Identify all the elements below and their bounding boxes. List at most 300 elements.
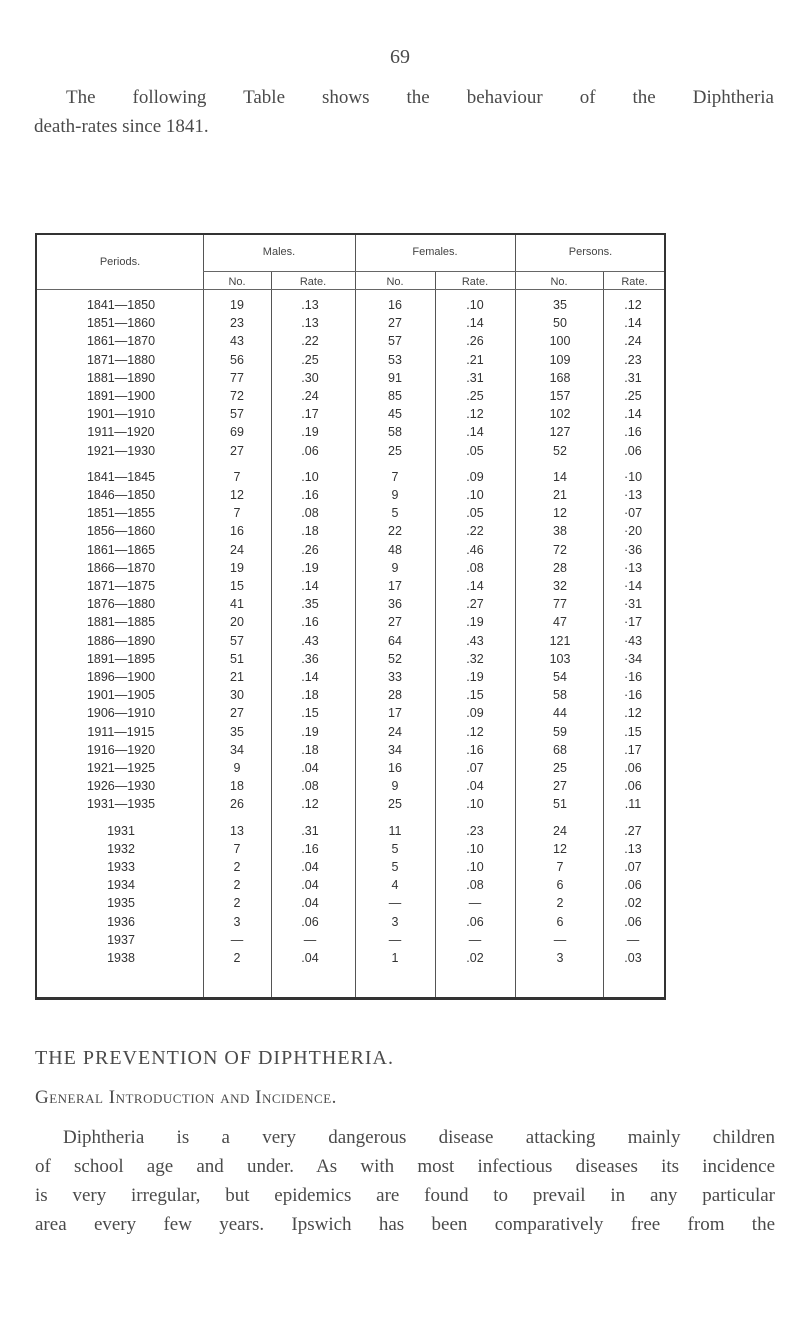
males-no-cell: 2 xyxy=(233,860,241,874)
table-row xyxy=(37,933,664,950)
table-row xyxy=(37,670,664,687)
males-rate-cell: .18 xyxy=(301,524,319,539)
males-no-header: No. xyxy=(228,276,246,288)
period-cell: 1891—1895 xyxy=(86,651,156,666)
females-no-cell: 9 xyxy=(391,779,399,794)
sub-heading: General Introduction and Incidence. xyxy=(35,1087,337,1108)
females-no-cell: 45 xyxy=(388,407,402,422)
males-rate-cell: — xyxy=(303,932,317,947)
females-no-cell: 91 xyxy=(388,370,402,385)
females-no-cell: 4 xyxy=(391,878,399,893)
persons-rate-cell: ·13 xyxy=(623,560,643,575)
females-no-cell: 5 xyxy=(391,860,399,874)
period-cell: 1841—1845 xyxy=(86,469,156,484)
females-no-cell: 52 xyxy=(388,651,402,666)
body-line: is very irregular, but epidemics are found to prevail in any particular xyxy=(35,1185,775,1206)
persons-no-cell: 68 xyxy=(553,742,567,757)
period-cell: 1896—1900 xyxy=(86,670,156,684)
table-row xyxy=(37,652,664,669)
period-cell: 1926—1930 xyxy=(86,779,156,794)
males-rate-cell: .19 xyxy=(301,560,319,575)
females-no-cell: 9 xyxy=(391,488,399,502)
females-rate-cell: .26 xyxy=(466,334,484,349)
females-rate-cell: .12 xyxy=(466,724,484,739)
section-title: THE PREVENTION OF DIPHTHERIA. xyxy=(35,1047,394,1069)
body-line: area every few years. Ipswich has been comparatively free from the xyxy=(35,1214,775,1235)
period-cell: 1866—1870 xyxy=(86,560,156,575)
females-no-cell: 28 xyxy=(388,688,402,703)
males-no-cell: 2 xyxy=(233,878,241,893)
females-no-cell: 48 xyxy=(388,542,402,557)
table-row xyxy=(37,353,664,370)
females-rate-cell: .19 xyxy=(466,615,484,630)
period-cell: 1881—1890 xyxy=(86,370,156,385)
persons-rate-cell: .24 xyxy=(624,334,642,349)
period-cell: 1906—1910 xyxy=(86,706,156,721)
table-row xyxy=(37,561,664,578)
persons-rate-cell: .23 xyxy=(624,352,642,367)
females-no-cell: 27 xyxy=(388,316,402,331)
females-rate-cell: .19 xyxy=(466,670,484,684)
males-no-cell: 24 xyxy=(230,542,244,557)
period-cell: 1881—1885 xyxy=(86,615,156,630)
table-row xyxy=(37,725,664,742)
persons-no-cell: 157 xyxy=(549,389,571,403)
females-rate-cell: .09 xyxy=(466,469,484,484)
persons-no-cell: 127 xyxy=(549,425,571,440)
body-paragraph xyxy=(35,1123,775,1239)
males-no-cell: 69 xyxy=(230,425,244,440)
period-cell: 1871—1880 xyxy=(86,352,156,367)
females-no-cell: 53 xyxy=(388,352,402,367)
period-cell: 1933 xyxy=(107,860,135,874)
periods-header: Periods. xyxy=(99,256,141,268)
persons-no-cell: — xyxy=(553,932,567,947)
females-rate-header: Rate. xyxy=(461,276,489,288)
males-rate-cell: .08 xyxy=(301,779,319,794)
period-cell: 1861—1865 xyxy=(86,542,156,557)
table-row xyxy=(37,524,664,541)
males-no-cell: 7 xyxy=(233,841,241,856)
persons-rate-header: Rate. xyxy=(621,276,648,288)
females-no-cell: 16 xyxy=(388,298,402,312)
females-rate-cell: .16 xyxy=(466,742,484,757)
body-line: of school age and under. As with most infectious diseases its incidence xyxy=(35,1156,775,1177)
males-rate-cell: .19 xyxy=(301,425,319,440)
males-rate-header: Rate. xyxy=(299,276,327,288)
males-rate-cell: .22 xyxy=(301,334,319,349)
period-cell: 1846—1850 xyxy=(86,488,156,502)
persons-no-header: No. xyxy=(550,276,568,288)
males-no-cell: 7 xyxy=(233,506,241,521)
males-no-cell: 41 xyxy=(230,597,244,612)
males-rate-cell: .13 xyxy=(301,316,319,331)
males-no-cell: 27 xyxy=(230,706,244,721)
males-rate-cell: .04 xyxy=(301,896,319,911)
persons-rate-cell: .06 xyxy=(624,761,642,775)
intro-line: The following Table shows the behaviour of the Diphtheria xyxy=(66,87,774,108)
persons-no-cell: 35 xyxy=(553,298,567,312)
females-rate-cell: — xyxy=(468,932,482,947)
table-row xyxy=(37,842,664,859)
table-row xyxy=(37,470,664,487)
persons-no-cell: 32 xyxy=(553,579,567,593)
persons-no-cell: 12 xyxy=(553,506,567,521)
females-rate-cell: .25 xyxy=(466,389,484,403)
persons-no-cell: 38 xyxy=(553,524,567,539)
females-rate-cell: .10 xyxy=(466,797,484,812)
persons-no-cell: 3 xyxy=(556,951,564,965)
persons-no-cell: 100 xyxy=(549,334,571,349)
females-no-cell: — xyxy=(388,932,402,947)
persons-rate-cell: ·20 xyxy=(623,524,643,539)
intro-line: death-rates since 1841. xyxy=(34,116,209,137)
females-no-cell: 5 xyxy=(391,506,399,521)
persons-rate-cell: ·16 xyxy=(623,688,643,703)
males-no-cell: 21 xyxy=(230,670,244,684)
males-no-cell: 35 xyxy=(230,724,244,739)
period-cell: 1937 xyxy=(107,932,135,947)
males-no-cell: 20 xyxy=(230,615,244,630)
males-rate-cell: .10 xyxy=(301,469,319,484)
females-no-cell: 33 xyxy=(388,670,402,684)
table-row xyxy=(37,779,664,796)
females-rate-cell: .31 xyxy=(466,370,484,385)
females-rate-cell: .08 xyxy=(466,560,484,575)
males-no-cell: 2 xyxy=(233,951,241,965)
table-row xyxy=(37,878,664,895)
persons-no-cell: 72 xyxy=(553,542,567,557)
females-no-cell: 22 xyxy=(388,524,402,539)
persons-rate-cell: .14 xyxy=(624,407,642,422)
females-no-cell: 17 xyxy=(388,706,402,721)
males-no-cell: 57 xyxy=(230,633,244,648)
header-divider xyxy=(37,289,664,290)
persons-rate-cell: .02 xyxy=(624,896,642,911)
persons-rate-cell: .27 xyxy=(624,823,642,838)
persons-rate-cell: .06 xyxy=(624,779,642,794)
period-cell: 1871—1875 xyxy=(86,579,156,593)
males-no-cell: 18 xyxy=(230,779,244,794)
period-cell: 1935 xyxy=(107,896,135,911)
males-rate-cell: .35 xyxy=(301,597,319,612)
persons-no-cell: 2 xyxy=(556,896,564,911)
males-no-cell: 2 xyxy=(233,896,241,911)
table-row xyxy=(37,615,664,632)
males-no-cell: 13 xyxy=(230,823,244,838)
females-rate-cell: .10 xyxy=(466,488,484,502)
males-no-cell: 12 xyxy=(230,488,244,502)
persons-no-cell: 6 xyxy=(556,878,564,893)
persons-no-cell: 168 xyxy=(549,370,571,385)
persons-no-cell: 28 xyxy=(553,560,567,575)
males-no-cell: 51 xyxy=(230,651,244,666)
header-divider xyxy=(203,271,664,272)
females-rate-cell: .04 xyxy=(466,779,484,794)
females-rate-cell: .12 xyxy=(466,407,484,422)
females-no-cell: 9 xyxy=(391,560,399,575)
males-no-cell: 9 xyxy=(233,761,241,775)
males-no-cell: 16 xyxy=(230,524,244,539)
persons-rate-cell: ·16 xyxy=(623,670,643,684)
males-rate-cell: .04 xyxy=(301,761,319,775)
persons-rate-cell: .31 xyxy=(624,370,642,385)
persons-rate-cell: ·14 xyxy=(623,579,643,593)
table-row xyxy=(37,915,664,932)
males-rate-cell: .16 xyxy=(301,615,319,630)
males-rate-cell: .36 xyxy=(301,651,319,666)
males-no-cell: 26 xyxy=(230,797,244,812)
persons-rate-cell: .13 xyxy=(624,841,642,856)
males-no-cell: 7 xyxy=(233,469,241,484)
table-row xyxy=(37,543,664,560)
males-no-cell: 57 xyxy=(230,407,244,422)
males-no-cell: 34 xyxy=(230,742,244,757)
persons-rate-cell: .06 xyxy=(624,443,642,458)
period-cell: 1891—1900 xyxy=(86,389,156,403)
period-cell: 1841—1850 xyxy=(86,298,156,312)
persons-rate-cell: .25 xyxy=(624,389,642,403)
males-header: Males. xyxy=(262,246,296,258)
females-no-cell: 64 xyxy=(388,633,402,648)
persons-rate-cell: ·31 xyxy=(623,597,643,612)
table-row xyxy=(37,743,664,760)
table-row xyxy=(37,488,664,505)
persons-no-cell: 58 xyxy=(553,688,567,703)
females-no-cell: 11 xyxy=(388,823,402,838)
males-no-cell: 3 xyxy=(233,914,241,929)
females-rate-cell: .06 xyxy=(466,914,484,929)
period-cell: 1911—1920 xyxy=(87,425,155,440)
females-header: Females. xyxy=(412,246,458,258)
period-cell: 1932 xyxy=(107,841,135,856)
females-no-cell: 16 xyxy=(388,761,402,775)
table-row xyxy=(37,951,664,968)
table-row xyxy=(37,860,664,877)
males-rate-cell: .18 xyxy=(301,742,319,757)
period-cell: 1886—1890 xyxy=(86,633,156,648)
males-rate-cell: .14 xyxy=(301,670,319,684)
persons-no-cell: 6 xyxy=(556,914,564,929)
period-cell: 1921—1925 xyxy=(86,761,156,775)
persons-rate-cell: ·10 xyxy=(623,469,643,484)
period-cell: 1856—1860 xyxy=(86,524,156,539)
males-no-cell: 72 xyxy=(230,389,244,403)
males-no-cell: 19 xyxy=(230,560,244,575)
persons-rate-cell: .14 xyxy=(624,316,642,331)
persons-no-cell: 77 xyxy=(553,597,567,612)
females-rate-cell: .05 xyxy=(466,443,484,458)
females-rate-cell: .22 xyxy=(466,524,484,539)
females-rate-cell: .43 xyxy=(466,633,484,648)
persons-rate-cell: — xyxy=(626,932,640,947)
table-row xyxy=(37,824,664,841)
period-cell: 1936 xyxy=(107,914,135,929)
table-row xyxy=(37,444,664,461)
females-no-cell: 1 xyxy=(391,951,399,965)
period-cell: 1931 xyxy=(107,823,135,838)
males-rate-cell: .16 xyxy=(301,841,319,856)
females-no-cell: 34 xyxy=(388,742,402,757)
period-cell: 1861—1870 xyxy=(86,334,156,349)
females-rate-cell: .14 xyxy=(466,316,484,331)
males-rate-cell: .12 xyxy=(301,797,319,812)
persons-no-cell: 109 xyxy=(549,352,571,367)
table-row xyxy=(37,579,664,596)
males-rate-cell: .04 xyxy=(301,860,319,874)
persons-no-cell: 47 xyxy=(553,615,567,630)
females-rate-cell: .05 xyxy=(466,506,484,521)
males-no-cell: 19 xyxy=(230,298,244,312)
page-number: 69 xyxy=(390,46,410,68)
males-no-cell: 77 xyxy=(230,370,244,385)
females-no-cell: 3 xyxy=(391,914,399,929)
persons-no-cell: 52 xyxy=(553,443,567,458)
females-no-cell: 24 xyxy=(388,724,402,739)
females-no-cell: 58 xyxy=(388,425,402,440)
persons-rate-cell: ·34 xyxy=(623,651,643,666)
table-row xyxy=(37,761,664,778)
males-rate-cell: .26 xyxy=(301,542,319,557)
persons-no-cell: 121 xyxy=(549,633,571,648)
intro-paragraph xyxy=(34,83,774,141)
females-rate-cell: .27 xyxy=(466,597,484,612)
persons-no-cell: 7 xyxy=(556,860,564,874)
persons-no-cell: 24 xyxy=(553,823,567,838)
period-cell: 1911—1915 xyxy=(87,724,155,739)
persons-rate-cell: ·17 xyxy=(623,615,643,630)
females-no-cell: 5 xyxy=(391,841,399,856)
females-rate-cell: .02 xyxy=(466,951,484,965)
persons-rate-cell: .06 xyxy=(624,878,642,893)
males-rate-cell: .43 xyxy=(301,633,319,648)
females-rate-cell: .09 xyxy=(466,706,484,721)
females-rate-cell: .32 xyxy=(466,651,484,666)
persons-rate-cell: .11 xyxy=(624,797,642,812)
table-row xyxy=(37,389,664,406)
males-rate-cell: .31 xyxy=(301,823,319,838)
persons-rate-cell: .03 xyxy=(624,951,642,965)
persons-no-cell: 25 xyxy=(553,761,567,775)
males-rate-cell: .13 xyxy=(301,298,319,312)
males-no-cell: — xyxy=(230,932,244,947)
period-cell: 1901—1910 xyxy=(86,407,156,422)
males-rate-cell: .24 xyxy=(301,389,319,403)
males-rate-cell: .14 xyxy=(301,579,319,593)
females-rate-cell: .14 xyxy=(466,579,484,593)
period-cell: 1876—1880 xyxy=(86,597,156,612)
males-rate-cell: .19 xyxy=(301,724,319,739)
males-rate-cell: .18 xyxy=(301,688,319,703)
females-no-cell: — xyxy=(388,896,402,911)
males-rate-cell: .16 xyxy=(301,488,319,502)
persons-no-cell: 14 xyxy=(553,469,567,484)
persons-rate-cell: ·07 xyxy=(623,506,643,521)
persons-rate-cell: ·36 xyxy=(623,542,643,557)
females-rate-cell: .10 xyxy=(466,841,484,856)
persons-no-cell: 59 xyxy=(553,724,567,739)
females-rate-cell: .21 xyxy=(466,352,484,367)
males-no-cell: 15 xyxy=(230,579,244,593)
males-rate-cell: .06 xyxy=(301,443,319,458)
table-row xyxy=(37,316,664,333)
table-row xyxy=(37,407,664,424)
males-no-cell: 27 xyxy=(230,443,244,458)
table-row xyxy=(37,706,664,723)
table-row xyxy=(37,371,664,388)
females-rate-cell: .23 xyxy=(466,823,484,838)
table-row xyxy=(37,896,664,913)
period-cell: 1916—1920 xyxy=(86,742,156,757)
females-rate-cell: .10 xyxy=(466,298,484,312)
persons-no-cell: 102 xyxy=(549,407,571,422)
males-no-cell: 23 xyxy=(230,316,244,331)
table-row xyxy=(37,425,664,442)
males-rate-cell: .04 xyxy=(301,951,319,965)
females-no-cell: 27 xyxy=(388,615,402,630)
females-rate-cell: .46 xyxy=(466,542,484,557)
diphtheria-death-rate-table xyxy=(35,233,666,1000)
persons-header: Persons. xyxy=(568,246,613,258)
persons-no-cell: 44 xyxy=(553,706,567,721)
males-no-cell: 56 xyxy=(230,352,244,367)
females-no-cell: 25 xyxy=(388,797,402,812)
males-rate-cell: .25 xyxy=(301,352,319,367)
persons-no-cell: 50 xyxy=(553,316,567,331)
persons-rate-cell: .17 xyxy=(624,742,642,757)
table-row xyxy=(37,688,664,705)
table-row xyxy=(37,334,664,351)
persons-no-cell: 51 xyxy=(553,797,567,812)
males-rate-cell: .17 xyxy=(301,407,319,422)
period-cell: 1901—1905 xyxy=(86,688,156,703)
females-no-header: No. xyxy=(386,276,404,288)
persons-rate-cell: ·13 xyxy=(623,488,643,502)
table-row xyxy=(37,298,664,315)
females-rate-cell: .08 xyxy=(466,878,484,893)
period-cell: 1931—1935 xyxy=(86,797,156,812)
females-rate-cell: .10 xyxy=(466,860,484,874)
persons-rate-cell: ·43 xyxy=(623,633,643,648)
males-no-cell: 43 xyxy=(230,334,244,349)
females-no-cell: 25 xyxy=(388,443,402,458)
females-rate-cell: .15 xyxy=(466,688,484,703)
females-no-cell: 17 xyxy=(388,579,402,593)
females-no-cell: 7 xyxy=(391,469,399,484)
period-cell: 1851—1860 xyxy=(86,316,156,331)
persons-rate-cell: .15 xyxy=(624,724,642,739)
females-rate-cell: — xyxy=(468,896,482,911)
males-rate-cell: .15 xyxy=(301,706,319,721)
persons-rate-cell: .07 xyxy=(624,860,642,874)
table-row xyxy=(37,506,664,523)
females-rate-cell: .14 xyxy=(466,425,484,440)
persons-no-cell: 103 xyxy=(549,651,571,666)
persons-no-cell: 27 xyxy=(553,779,567,794)
period-cell: 1938 xyxy=(107,951,135,965)
persons-rate-cell: .12 xyxy=(624,298,642,312)
persons-no-cell: 21 xyxy=(553,488,567,502)
persons-rate-cell: .12 xyxy=(624,706,642,721)
males-rate-cell: .30 xyxy=(301,370,319,385)
females-rate-cell: .07 xyxy=(466,761,484,775)
period-cell: 1851—1855 xyxy=(86,506,156,521)
table-row xyxy=(37,797,664,814)
period-cell: 1921—1930 xyxy=(86,443,156,458)
males-rate-cell: .08 xyxy=(301,506,319,521)
table-row xyxy=(37,597,664,614)
persons-rate-cell: .16 xyxy=(624,425,642,440)
